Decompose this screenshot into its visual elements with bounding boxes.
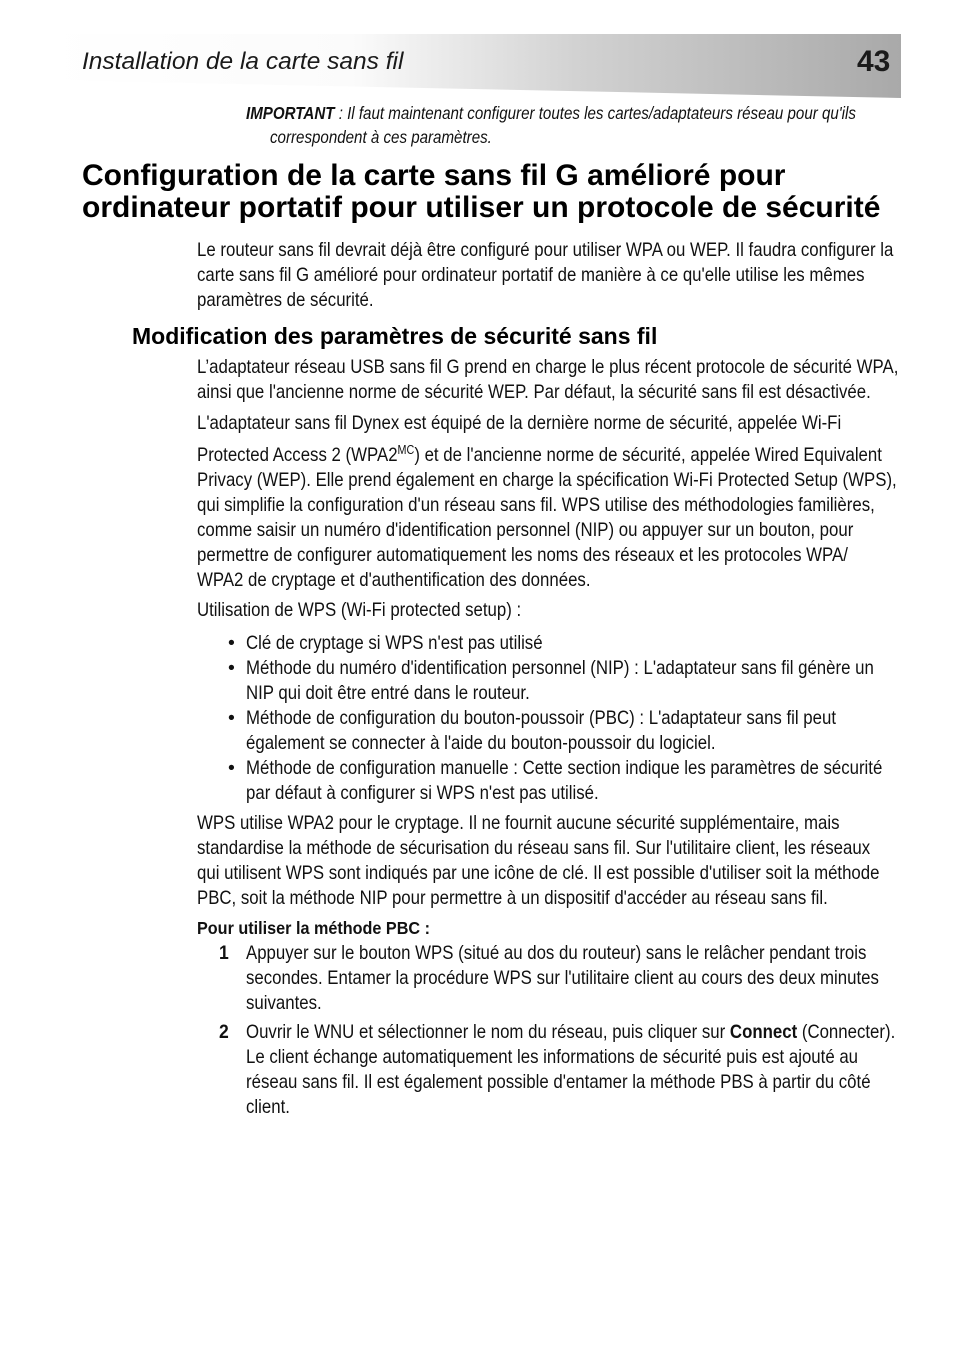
important-note-text-continued: correspondent à ces paramètres. [270,127,492,147]
wps-paragraph [197,811,917,911]
list-item-line: Clé de cryptage si WPS n'est pas utilisé [246,632,543,654]
subsection-heading: Modification des paramètres de sécurité sans fil [132,323,658,349]
section-title [82,160,912,224]
connect-button-reference: Connect [729,1021,798,1043]
procedure-step [219,1020,906,1120]
paragraph-line: Le routeur sans fil devrait déjà être configuré pour utiliser WPA ou WEP. Il faudra configurer la [197,239,894,261]
bullet-marker: • [228,707,235,729]
step-line [246,1020,895,1045]
paragraph-line: comme saisir un numéro d'identification personnel (NIP) ou appuyer sur un bouton, pour [197,519,854,541]
paragraph-line: WPA2 de cryptage et d'authentification des données. [197,569,591,591]
line-text-before: Protected Access 2 (WPA2 [197,444,398,466]
bullet-marker: • [228,657,235,679]
paragraph-line: ainsi que l'ancienne norme de sécurité WEP. Par défaut, la sécurité sans fil est désactivée. [197,381,871,403]
bullet-marker: • [228,632,235,654]
step-line: secondes. Entamer la procédure WPS sur l'utilitaire client au cours des deux minutes [246,967,879,989]
paragraph-line: PBC, soit la méthode NIP pour permettre à un dispositif d'accéder au réseau sans fil. [197,887,828,909]
wps-usage-intro [197,598,917,623]
step-line: réseau sans fil. Il est également possible d'entamer la méthode PBS à partir du côté [246,1071,871,1093]
important-note [246,101,926,149]
page-number: 43 [857,45,891,78]
step-text: Ouvrir le WNU et sélectionner le nom du réseau, puis cliquer sur [246,1021,726,1043]
list-item-line: Méthode du numéro d'identification personnel (NIP) : L'adaptateur sans fil génère un [246,657,874,679]
step-line: Appuyer sur le bouton WPS (situé au dos du routeur) sans le relâcher pendant trois [246,942,867,964]
line-text-after: ) et de l'ancienne norme de sécurité, appelée Wired Equivalent [414,444,882,466]
paragraph-line: qui utilisent WPS sont indiqués par une icône de clé. Il est possible d'utiliser soit la méthode [197,862,880,884]
paragraph-line: standardise la méthode de sécurisation du réseau sans fil. Sur l'utilitaire client, les réseaux [197,837,871,859]
procedure-heading: Pour utiliser la méthode PBC : [197,918,430,938]
step-number: 1 [219,942,229,964]
step-line: suivantes. [246,992,322,1014]
paragraph-line-with-trademark [197,443,882,468]
section-title-line: Configuration de la carte sans fil G amélioré pour [82,159,786,192]
important-note-label: IMPORTANT [246,103,335,123]
paragraph-line: qui simplifie la configuration d'un réseau sans fil. WPS utilise des méthodologies familières, [197,494,875,516]
list-item-line: également se connecter à l'aide du bouton-poussoir du logiciel. [246,732,716,754]
paragraph-line: WPS utilise WPA2 pour le cryptage. Il ne fournit aucune sécurité supplémentaire, mais [197,812,840,834]
paragraph-line: Utilisation de WPS (Wi-Fi protected setup) : [197,599,522,621]
step-line: client. [246,1096,290,1118]
procedure-step [219,941,906,1016]
list-item-line: Méthode de configuration du bouton-poussoir (PBC) : L'adaptateur sans fil peut [246,707,837,729]
list-item-line: Méthode de configuration manuelle : Cette section indique les paramètres de sécurité [246,757,883,779]
step-line: Le client échange automatiquement les informations de sécurité puis est ajouté au [246,1046,859,1068]
trademark-superscript: MC [397,443,415,457]
list-item-line: par défaut à configurer si WPS n'est pas utilisé. [246,782,599,804]
intro-paragraph [197,238,917,313]
section-title-line: ordinateur portatif pour utiliser un protocole de sécurité [82,191,881,224]
step-number: 2 [219,1021,229,1043]
bullet-marker: • [228,757,235,779]
paragraph-line: carte sans fil G amélioré pour ordinateur portatif de manière à ce qu'elle utilise les mêmes [197,264,865,286]
step-text: (Connecter). [801,1021,896,1043]
important-note-text: : Il faut maintenant configurer toutes les cartes/adaptateurs réseau pour qu'ils [338,103,856,123]
wps-option-list [228,631,906,806]
paragraph-line: L’adaptateur réseau USB sans fil G prend en charge le plus récent protocole de sécurité WPA, [197,356,899,378]
running-header-title: Installation de la carte sans fil [82,48,404,75]
paragraph-line: L'adaptateur sans fil Dynex est équipé de la dernière norme de sécurité, appelée Wi-Fi [197,412,842,434]
pbc-procedure [197,916,917,941]
wps-option-item [228,631,906,656]
standards-paragraph [197,411,917,593]
important-note-line [246,101,856,125]
list-item-line: NIP qui doit être entré dans le routeur. [246,682,530,704]
paragraph-line: permettre de configurer automatiquement les noms des réseaux et les protocoles WPA/ [197,544,848,566]
paragraph-line: Privacy (WEP). Elle prend également en charge la spécification Wi-Fi Protected Setup (WPS), [197,469,897,491]
wps-option-item [228,706,906,756]
wps-option-item [228,756,906,806]
support-paragraph [197,355,917,405]
wps-option-item [228,656,906,706]
paragraph-line: paramètres de sécurité. [197,289,374,311]
